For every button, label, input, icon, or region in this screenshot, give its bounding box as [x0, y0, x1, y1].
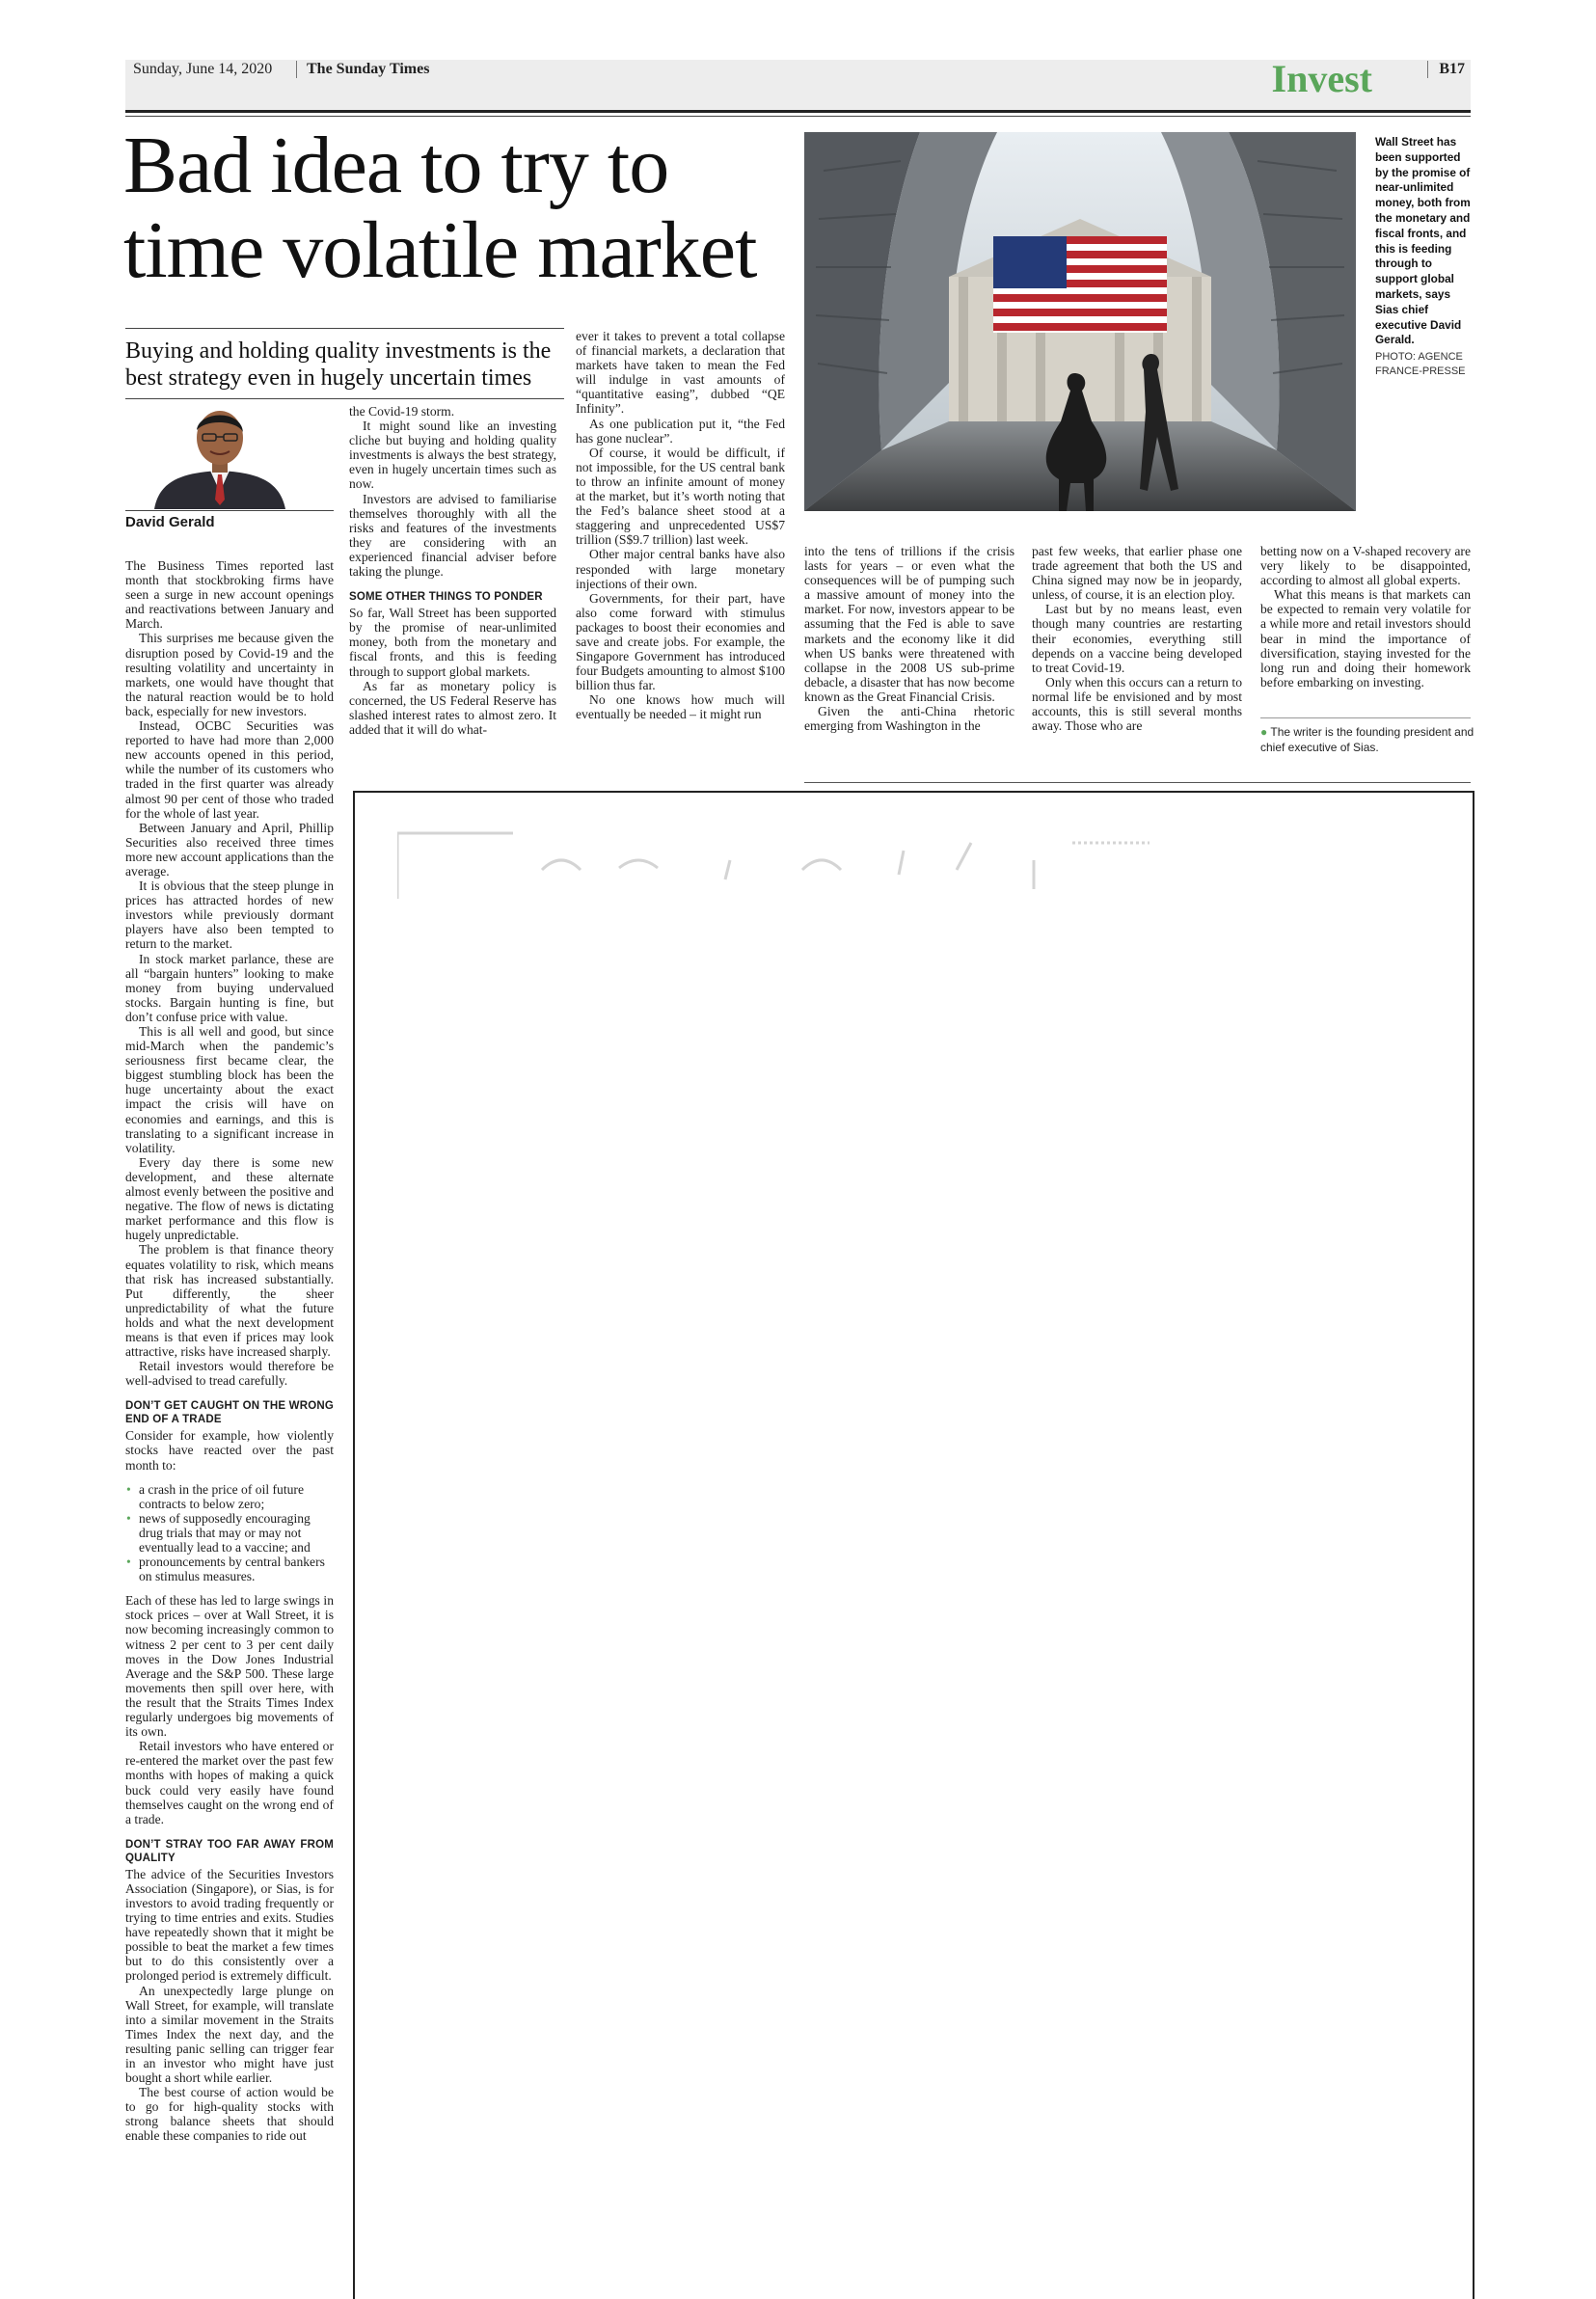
nyse-building-icon: [804, 132, 1356, 511]
faded-ad-text-icon: [397, 831, 1150, 899]
masthead-bar: [125, 57, 1471, 110]
note-bullet-icon: ●: [1260, 725, 1268, 739]
paragraph: Retail investors who have entered or re-entered the market over the past few months with hopes of making a quick buck could very easily have found themselves caught on the wrong end of a trade.: [125, 1739, 334, 1826]
paragraph: Given the anti-China rhetoric emerging from Washington in the: [804, 704, 1014, 734]
paragraph: Retail investors would therefore be well-advised to tread carefully.: [125, 1359, 334, 1389]
article-column-1: [125, 558, 334, 2144]
author-rule: [125, 510, 334, 511]
paragraph: Between January and April, Phillip Securities also received three times more new account applications than the average.: [125, 820, 334, 879]
paragraph: The Business Times reported last month that stockbroking firms have seen a surge in new account openings and reactivations between January and March.: [125, 558, 334, 632]
headline-line-1: Bad idea to try to: [123, 121, 669, 210]
bullet-list: [125, 1482, 334, 1584]
paragraph: This surprises me because given the disruption posed by Covid-19 and the resulting volatility and uncertainty in markets, one would have thought that the natural reaction would be to hold back, especially for new investors.: [125, 631, 334, 718]
paragraph: the Covid-19 storm.: [349, 404, 455, 419]
masthead-rule-thin: [125, 116, 1471, 117]
standfirst: Buying and holding quality investments is the best strategy even in hugely uncertain times: [125, 338, 552, 391]
article-column-6: [1260, 544, 1471, 690]
paragraph: Investors are advised to familiarise themselves thoroughly with all the risks and features of the investments they are considering with an experienced financial adviser before taking the plunge.: [349, 491, 556, 580]
paragraph: Other major central banks have also responded with large monetary injections of their own.: [576, 547, 785, 591]
writer-note: [1260, 724, 1474, 755]
paragraph: What this means is that markets can be expected to remain very volatile for a while more and retail investors should bear in mind the importance of diversification, staying invested for the long run and doing their homework before embarking on investing.: [1260, 587, 1471, 690]
author-name: David Gerald: [125, 514, 215, 530]
standfirst-rule-bottom: [125, 398, 564, 399]
masthead-rule: [125, 110, 1471, 113]
author-portrait-icon: [125, 403, 334, 509]
masthead-divider-2: [1427, 61, 1428, 78]
issue-date: Sunday, June 14, 2020: [133, 61, 273, 77]
subheading: DON’T STRAY TOO FAR AWAY FROM QUALITY: [125, 1838, 334, 1864]
paragraph: past few weeks, that earlier phase one trade agreement that both the US and China signed may now be in jeopardy, unless, of course, it is an election ploy.: [1032, 544, 1242, 603]
new-york-stock-exchange-photo: [804, 132, 1356, 511]
paragraph: Instead, OCBC Securities was reported to have had more than 2,000 new accounts opened in this period, while the number of its customers who traded in the first quarter was already almost 90 per cent of those who traded for the whole of last year.: [125, 718, 334, 821]
paragraph: Last but by no means least, even though many countries are restarting their economies, everything still depends on a vaccine being developed to treat Covid-19.: [1032, 602, 1242, 675]
list-item: • a crash in the price of oil future contracts to below zero;: [125, 1482, 334, 1511]
paragraph: This is all well and good, but since mid-March when the pandemic’s seriousness first became clear, the biggest stumbling block has been the huge uncertainty about the exact impact the crisis will have on economies and earnings, and this is translating to a significant increase in volatility.: [125, 1024, 334, 1155]
paragraph: Each of these has led to large swings in stock prices – over at Wall Street, it is now becoming increasingly common to witness 2 per cent to 3 per cent daily moves in the Dow Jones Industrial Average and the S&P 500. These large movements then spill over here, with the result that the Straits Times Index regularly undergoes big movements of its own.: [125, 1593, 334, 1740]
caption-text: Wall Street has been supported by the promise of near-unlimited money, both from the monetary and fiscal fronts, and this is feeding through to support global markets, says Sias chief executive David Gerald.: [1375, 135, 1471, 347]
page-number: B17: [1439, 61, 1465, 77]
subheading: DON’T GET CAUGHT ON THE WRONG END OF A TRADE: [125, 1400, 334, 1426]
photo-caption: [1375, 135, 1474, 379]
headline: [123, 123, 798, 293]
photo-credit: PHOTO: AGENCE FRANCE-PRESSE: [1375, 351, 1466, 378]
paragraph: The advice of the Securities Investors Association (Singapore), or Sias, is for investors to avoid trading frequently or trying to time entries and exits. Studies have repeatedly shown that it might be possible to beat the market a few times but to do this consistently over a prolonged period is extremely difficult.: [125, 1866, 334, 1984]
headline-line-2: time volatile market: [123, 205, 757, 295]
paragraph: As one publication put it, “the Fed has gone nuclear”.: [576, 416, 785, 446]
paragraph: In stock market parlance, these are all “bargain hunters” looking to make money from buying undervalued stocks. Bargain hunting is fine, but don’t confuse price with value.: [125, 951, 334, 1024]
article-column-2: [349, 404, 556, 737]
paragraph: It is obvious that the steep plunge in prices has attracted hordes of new investors while previously dormant players have also been tempted to return to the market.: [125, 879, 334, 952]
advertisement-box: [353, 791, 1474, 2299]
author-photo: [125, 403, 334, 509]
paragraph: It might sound like an investing cliche but buying and holding quality investments is always the best strategy, even in hugely uncertain times such as now.: [349, 419, 556, 492]
article-column-3: [576, 329, 785, 722]
paragraph: The best course of action would be to go for high-quality stocks with strong balance sheets that should enable these companies to ride out: [125, 2085, 334, 2144]
paragraph: No one knows how much will eventually be needed – it might run: [576, 692, 785, 722]
paragraph: Consider for example, how violently stocks have reacted over the past month to:: [125, 1428, 334, 1473]
paragraph: ever it takes to prevent a total collapse of financial markets, a declaration that markets have taken to mean the Fed will indulge in vast amounts of “quantitative easing”, dubbed “QE Infinity”.: [576, 329, 785, 417]
paper-name: The Sunday Times: [307, 61, 430, 77]
standfirst-rule-top: [125, 328, 564, 329]
list-item: • pronouncements by central bankers on stimulus measures.: [125, 1555, 334, 1583]
article-column-4: [804, 544, 1014, 733]
paragraph: An unexpectedly large plunge on Wall Street, for example, will translate into a similar movement in the Straits Times Index the next day, and the resulting panic selling can trigger fear in an investor who might have just bought a short while earlier.: [125, 1983, 334, 2086]
paragraph: As far as monetary policy is concerned, the US Federal Reserve has slashed interest rates to almost zero. It added that it will do what-: [349, 678, 556, 737]
paragraph: Every day there is some new development, and these alternate almost evenly between the positive and negative. The flow of news is dictating market performance and this flow is hugely unpredictable.: [125, 1154, 334, 1243]
paragraph: into the tens of trillions if the crisis lasts for years – or even what the consequences will be of pumping such a massive amount of money into the market. For now, investors appear to be assuming that the Fed is able to save markets and the economy like it did when US banks were threatened with collapse in the 2008 US sub-prime debacle, a disaster that has now become known as the Great Financial Crisis.: [804, 544, 1014, 704]
article-column-5: [1032, 544, 1242, 733]
paragraph: The problem is that finance theory equates volatility to risk, which means that risk has increased substantially. Put differently, the sheer unpredictability of what the future holds and what the next development means is that even if prices may look attractive, risks have increased sharply.: [125, 1242, 334, 1360]
writer-note-text: The writer is the founding president and chief executive of Sias.: [1260, 725, 1474, 754]
paragraph: Governments, for their part, have also come forward with stimulus packages to boost their economies and save and create jobs. For example, the Singapore Government has introduced four Budgets amounting to almost $100 billion thus far.: [576, 590, 785, 693]
paragraph: Only when this occurs can a return to normal life be envisioned and by most accounts, this is still several months away. Those who are: [1032, 674, 1242, 734]
subheading: SOME OTHER THINGS TO PONDER: [349, 591, 543, 604]
list-item: • news of supposedly encouraging drug trials that may or may not eventually lead to a vaccine; and: [125, 1511, 334, 1555]
note-rule: [1260, 717, 1471, 718]
masthead-divider: [296, 61, 297, 78]
paragraph: betting now on a V-shaped recovery are very likely to be disappointed, according to almost all global experts.: [1260, 544, 1471, 588]
section-name: Invest: [1271, 57, 1372, 100]
paragraph: Of course, it would be difficult, if not impossible, for the US central bank to throw an infinite amount of money at the market, but it’s worth noting that the Fed’s balance sheet stood at a staggering and unprecedented US$7 trillion (S$9.7 trillion) last week.: [576, 445, 785, 548]
section-rule: [804, 782, 1471, 783]
paragraph: So far, Wall Street has been supported by the promise of near-unlimited money, both from the monetary and fiscal fronts, and this is feeding through to support global markets.: [349, 606, 556, 679]
